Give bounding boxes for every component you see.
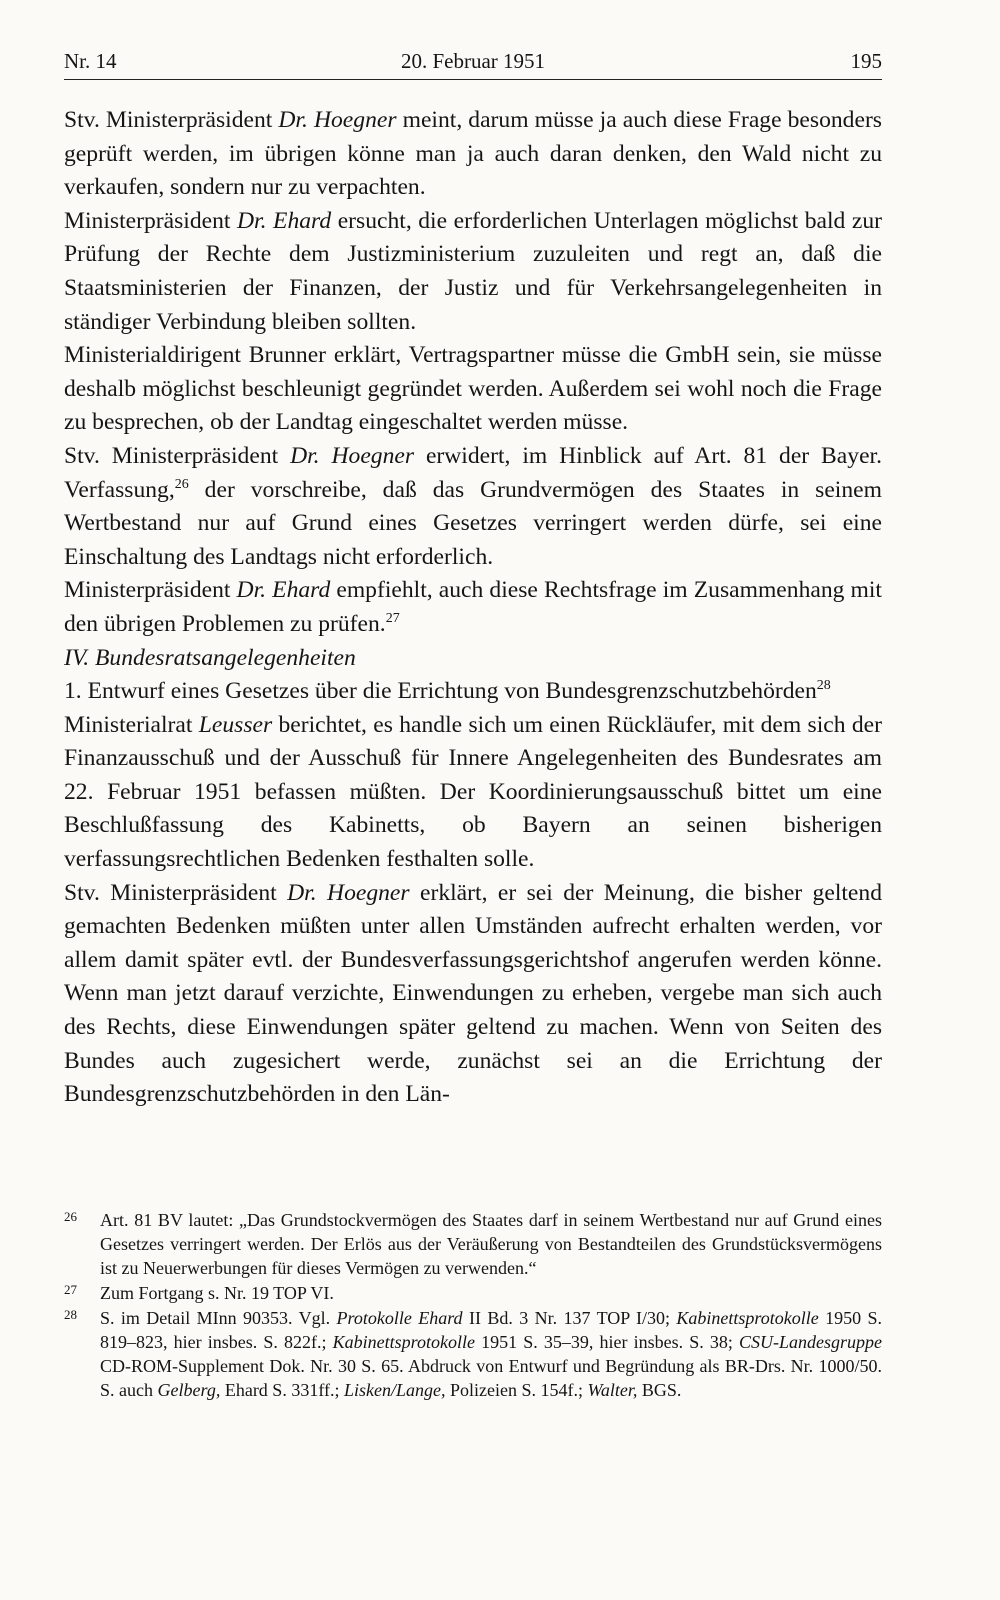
header-date: 20. Februar 1951 <box>400 49 546 73</box>
running-head <box>64 40 882 74</box>
footnote-27: 27 Zum Fortgang s. Nr. 19 TOP VI. <box>64 1282 334 1303</box>
footnote-ref-26[interactable]: 26 <box>174 476 189 492</box>
footnotes <box>64 1208 882 1403</box>
agenda-item-title: 1. Entwurf eines Gesetzes über die Errichtung von Bundesgrenzschutzbehörden$^{28}$ <box>64 678 831 705</box>
paragraph-1: Stv. Ministerpräsident Dr. Hoegner meint, darum müsse ja auch diese Frage besonders geprüft werden, im übrigen könne man ja auch daran denken, den Wald nicht zu verkaufen, sondern nur zu verpachten. <box>64 107 882 201</box>
footnote-ref-28[interactable]: 28 <box>816 678 831 694</box>
paragraph-4: Stv. Ministerpräsident Dr. Hoegner erwidert, im Hinblick auf Art. 81 der Bayer. Verfassung,$^{26}$ der vorschreibe, daß das Grundvermögen des Staates in seinem Wertbestand nur auf Grund eines Gesetzes verringert werden dürfe, sei eine Einschaltung des Landtags nicht erforderlich. <box>64 442 882 570</box>
paragraph-2: Ministerpräsident Dr. Ehard ersucht, die erforderlichen Unterlagen möglichst bald zur Prüfung der Rechte dem Justizministerium zuzuleiten und regt an, daß die Staatsministerien der Finanzen, der Justiz und für Verkehrsangelegenheiten in ständiger Verbindung bleiben sollten. <box>64 207 882 335</box>
paragraph-7: Stv. Ministerpräsident Dr. Hoegner erklärt, er sei der Meinung, die bisher geltend gemachten Bedenken müßten unter allen Umständen aufrecht erhalten werden, vor allem damit später evtl. der Bundesverfassungsgerichtshof angerufen werden könne. Wenn man jetzt darauf verzichte, Einwendungen zu erheben, vergebe man sich auch des Rechts, diese Einwendungen später geltend zu machen. Wenn von Seiten des Bundes auch zugesichert werde, zunächst sei an die Errichtung der Bundesgrenzschutzbehörden in den Län- <box>64 879 882 1108</box>
main-text <box>64 104 882 1112</box>
paragraph-5: Ministerpräsident Dr. Ehard empfiehlt, auch diese Rechtsfrage im Zusammenhang mit den übrigen Problemen zu prüfen.$^{27}$ <box>64 577 882 637</box>
issue-number: Nr. 14 <box>64 49 117 73</box>
paragraph-3: Ministerialdirigent Brunner erklärt, Vertragspartner müsse die GmbH sein, sie müsse deshalb möglichst beschleunigt gegründet werden. Außerdem sei wohl noch die Frage zu besprechen, ob der Landtag eingeschaltet werden müsse. <box>64 342 882 436</box>
footnote-ref-27[interactable]: 27 <box>385 611 400 627</box>
footnote-28: 28 S. im Detail MInn 90353. Vgl. Protokolle Ehard II Bd. 3 Nr. 137 TOP I/30; Kabinettsprotokolle 1950 S. 819–823, hier insbes. S. 822f.; Kabinettsprotokolle 1951 S. 35–39, hier insbes. S. 38; CSU-Landesgruppe CD-ROM-Supplement Dok. Nr. 30 S. 65. Abdruck von Entwurf und Begründung als BR-Drs. Nr. 1000/50. S. auch Gelberg, Ehard S. 331ff.; Lisken/Lange, Polizeien S. 154f.; Walter, BGS. <box>64 1307 882 1400</box>
footnote-26: 26 Art. 81 BV lautet: „Das Grundstockvermögen des Staates darf in seinem Wertbestand nur auf Grund eines Gesetzes verringert werden. Der Erlös aus der Veräußerung von Bestandteilen des Grundstücksvermögens ist zu Neuerwerbungen für dieses Vermögen zu verwenden.“ <box>64 1209 882 1278</box>
page <box>64 40 882 1112</box>
section-heading: IV. Bundesratsangelegenheiten <box>64 644 356 671</box>
page-number: 195 <box>850 49 882 73</box>
header-rule <box>64 79 882 80</box>
paragraph-6: Ministerialrat Leusser berichtet, es handle sich um einen Rückläufer, mit dem sich der Finanzausschuß und der Ausschuß für Innere Angelegenheiten des Bundesrates am 22. Februar 1951 befassen müßten. Der Koordinierungsausschuß bittet um eine Beschlußfassung des Kabinetts, ob Bayern an seinen bisherigen verfassungsrechtlichen Bedenken festhalten solle. <box>64 711 882 873</box>
